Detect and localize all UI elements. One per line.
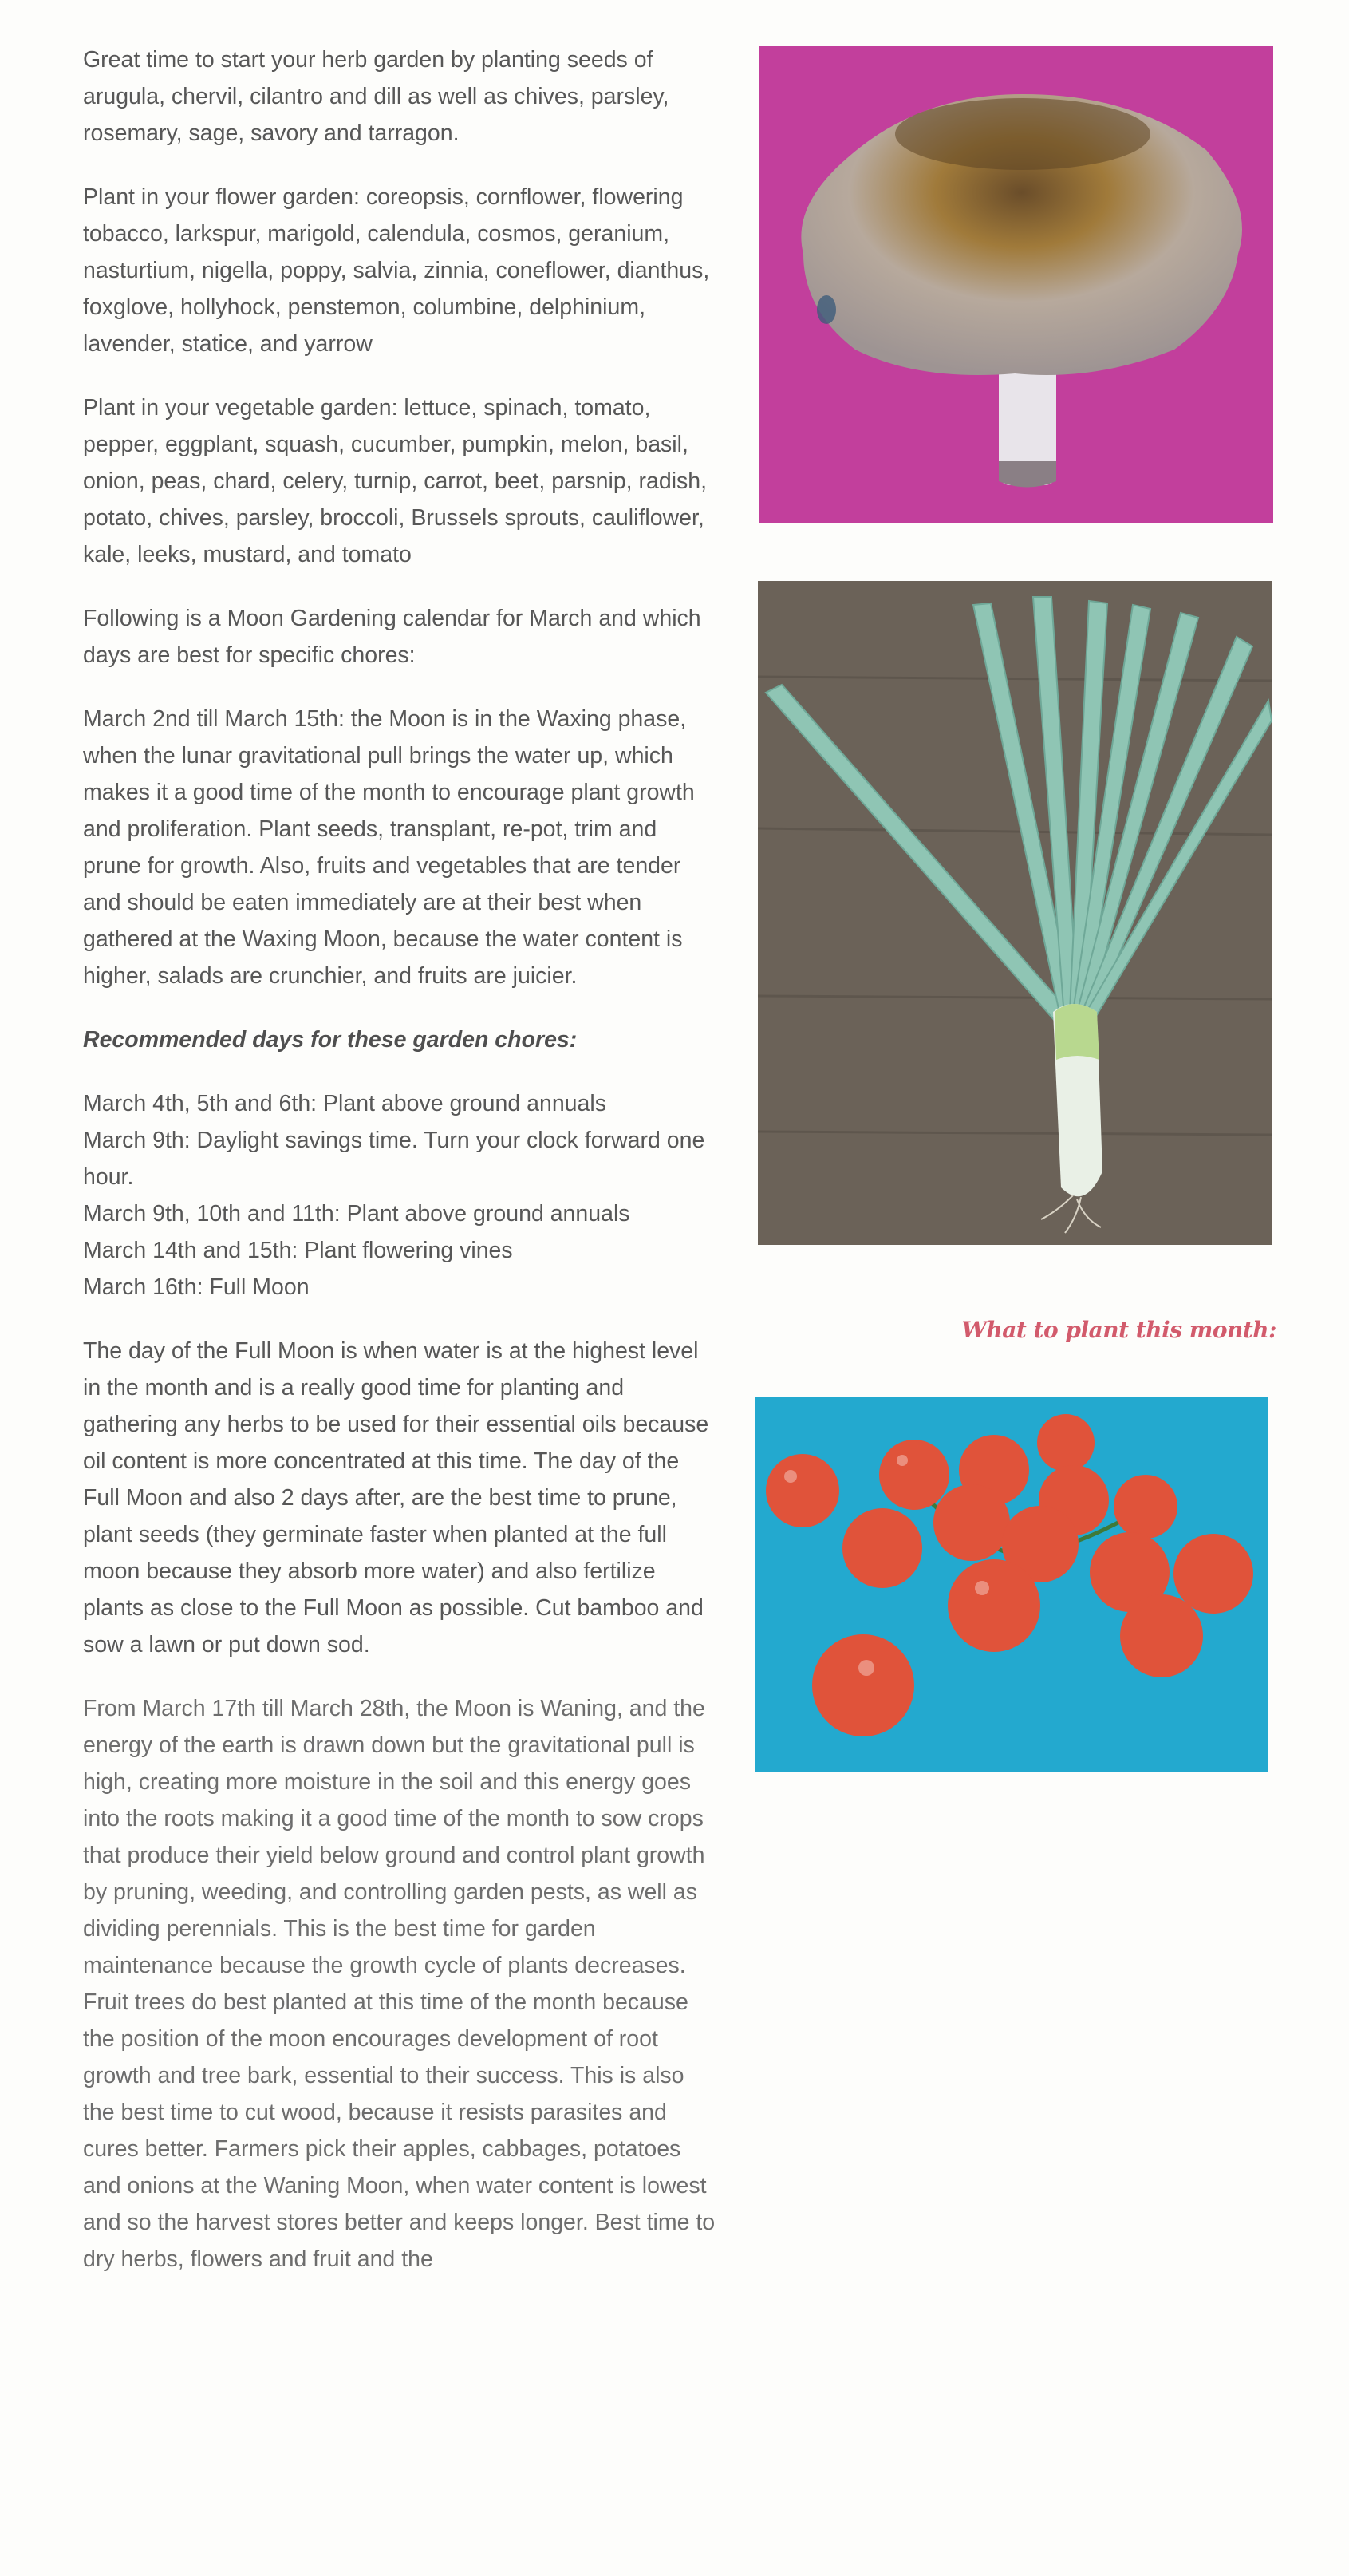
day-item: March 14th and 15th: Plant flowering vines (83, 1238, 513, 1263)
mushroom-photo (759, 46, 1273, 523)
mushroom-illustration (759, 46, 1273, 523)
day-item: March 9th, 10th and 11th: Plant above ground annuals (83, 1201, 630, 1227)
herb-paragraph: Great time to start your herb garden by planting seeds of arugula, chervil, cilantro and dill as well as chives, parsley, rosemary, sage, savory and tarragon. (83, 47, 669, 146)
tomato-illustration (755, 1397, 1268, 1772)
day-item: March 4th, 5th and 6th: Plant above ground annuals (83, 1091, 606, 1116)
leek-photo (758, 581, 1272, 1245)
calendar-intro: Following is a Moon Gardening calendar for March and which days are best for specific chores: (83, 606, 701, 668)
photo-caption: What to plant this month: (961, 1317, 1276, 1343)
flower-paragraph: Plant in your flower garden: coreopsis, cornflower, flowering tobacco, larkspur, marigold, calendula, cosmos, geranium, nasturtium, nigella, poppy, salvia, zinnia, coneflower, dianthus, foxglove, hollyhock, penstemon, columbine, delphinium, lavender, statice, and yarrow (83, 184, 710, 357)
vegetable-paragraph: Plant in your vegetable garden: lettuce, spinach, tomato, pepper, eggplant, squash, cucumber, pumpkin, melon, basil, onion, peas, chard, celery, turnip, carrot, beet, parsnip, radish, potato, chives, parsley, broccoli, Brussels sprouts, cauliflower, kale, leeks, mustard, and tomato (83, 395, 708, 567)
full-moon-paragraph: The day of the Full Moon is when water is at the highest level in the month and is a really good time for planting and gathering any herbs to be used for their essential oils because oil content is more concentrated at this time. The day of the Full Moon and also 2 days after, are the best time to prune, plant seeds (they germinate faster when planted at the full moon because they absorb more water) and also fertilize plants as close to the Full Moon as possible. Cut bamboo and sow a lawn or put down sod. (83, 1338, 709, 1657)
article-column (83, 41, 721, 2305)
day-item: March 9th: Daylight savings time. Turn your clock forward one hour. (83, 1128, 705, 1190)
leek-illustration (758, 581, 1272, 1245)
day-item: March 16th: Full Moon (83, 1274, 310, 1300)
waxing-paragraph: March 2nd till March 15th: the Moon is in the Waxing phase, when the lunar gravitational pull brings the water up, which makes it a good time of the month to encourage plant growth and proliferation. Plant seeds, transplant, re-pot, trim and prune for growth. Also, fruits and vegetables that are tender and should be eaten immediately are at their best when gathered at the Waxing Moon, because the water content is higher, salads are crunchier, and fruits are juicier. (83, 706, 695, 989)
recommended-days (83, 1085, 721, 1306)
recommended-heading: Recommended days for these garden chores: (83, 1027, 578, 1053)
tomato-photo (755, 1397, 1268, 1772)
waning-paragraph: From March 17th till March 28th, the Moon is Waning, and the energy of the earth is drawn down but the gravitational pull is high, creating more moisture in the soil and this energy goes into the roots making it a good time of the month to sow crops that produce their yield below ground and control plant growth by pruning, weeding, and controlling garden pests, as well as dividing perennials. This is the best time for garden maintenance because the growth cycle of plants decreases. Fruit trees do best planted at this time of the month because the position of the moon encourages development of root growth and tree bark, essential to their success. This is also the best time to cut wood, because it resists parasites and cures better. Farmers pick their apples, cabbages, potatoes and onions at the Waning Moon, when water content is lowest and so the harvest stores better and keeps longer. Best time to dry herbs, flowers and fruit and the (83, 1696, 716, 2272)
